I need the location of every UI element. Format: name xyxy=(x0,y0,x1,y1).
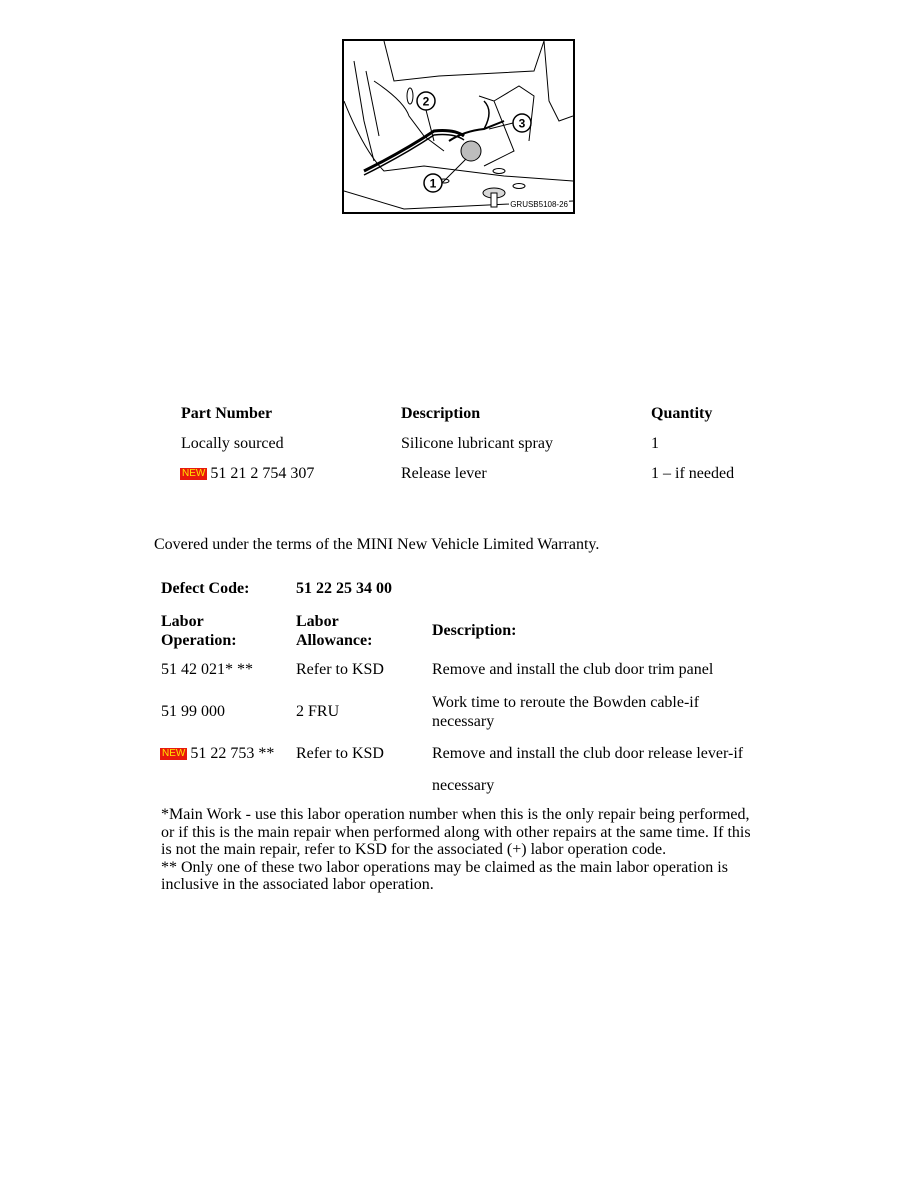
labor-row-3-allowance: Refer to KSD xyxy=(296,745,384,762)
labor-row-3-operation: 51 22 753 ** xyxy=(190,745,275,762)
parts-header-quantity: Quantity xyxy=(651,405,713,422)
labor-row-2-allowance: 2 FRU xyxy=(296,703,340,720)
parts-row-1-part-number: Locally sourced xyxy=(181,435,284,452)
defect-code-value: 51 22 25 34 00 xyxy=(296,580,392,597)
labor-description-header: Description: xyxy=(432,622,517,639)
labor-row-3-operation-cell xyxy=(160,744,274,763)
parts-row-2-part-number-cell xyxy=(180,464,314,483)
labor-row-3-description: Remove and install the club door release lever-if xyxy=(432,745,744,762)
double-star-note-line: inclusive in the associated labor operation. xyxy=(161,876,434,893)
parts-header-part-number: Part Number xyxy=(181,405,273,422)
new-badge-icon: NEW xyxy=(182,468,206,479)
parts-row-2-quantity: 1 – if needed xyxy=(651,465,735,482)
labor-row-2-operation: 51 99 000 xyxy=(161,703,225,720)
parts-row-1-quantity: 1 xyxy=(651,435,659,452)
repair-illustration xyxy=(342,39,575,214)
parts-header-description: Description xyxy=(401,405,481,422)
callout-3: 3 xyxy=(518,116,526,131)
parts-row-2-part-number: 51 21 2 754 307 xyxy=(210,465,315,482)
door-mechanism-drawing xyxy=(344,41,573,212)
parts-row-1-description: Silicone lubricant spray xyxy=(401,435,553,452)
labor-row-1-operation: 51 42 021* ** xyxy=(161,661,253,678)
callout-1: 1 xyxy=(429,176,437,191)
labor-allowance-header: Labor Allowance: xyxy=(296,613,373,649)
labor-notes xyxy=(161,806,781,894)
defect-code-label: Defect Code: xyxy=(161,580,250,597)
labor-operation-header: Labor Operation: xyxy=(161,613,237,649)
labor-row-2-description: Work time to reroute the Bowden cable-if necessary xyxy=(432,694,700,730)
main-work-note-line: or if this is the main repair when performed along with other repairs at the same time. If this xyxy=(161,823,751,841)
parts-row-2-description: Release lever xyxy=(401,465,487,482)
figure-caption: GRUSB5108-26 xyxy=(510,200,568,209)
callout-2: 2 xyxy=(422,94,430,109)
main-work-note-line: *Main Work - use this labor operation number when this is the only repair being performed, xyxy=(161,806,750,823)
labor-row-3-description-cont: necessary xyxy=(432,777,495,794)
double-star-note-line: ** Only one of these two labor operations may be claimed as the main labor operation is xyxy=(161,858,728,876)
labor-row-1-allowance: Refer to KSD xyxy=(296,661,384,678)
labor-row-1-description: Remove and install the club door trim panel xyxy=(432,661,714,678)
new-badge-icon: NEW xyxy=(162,748,186,759)
main-work-note-line: is not the main repair, refer to KSD for the associated (+) labor operation code. xyxy=(161,841,667,858)
warranty-statement: Covered under the terms of the MINI New Vehicle Limited Warranty. xyxy=(154,536,600,553)
